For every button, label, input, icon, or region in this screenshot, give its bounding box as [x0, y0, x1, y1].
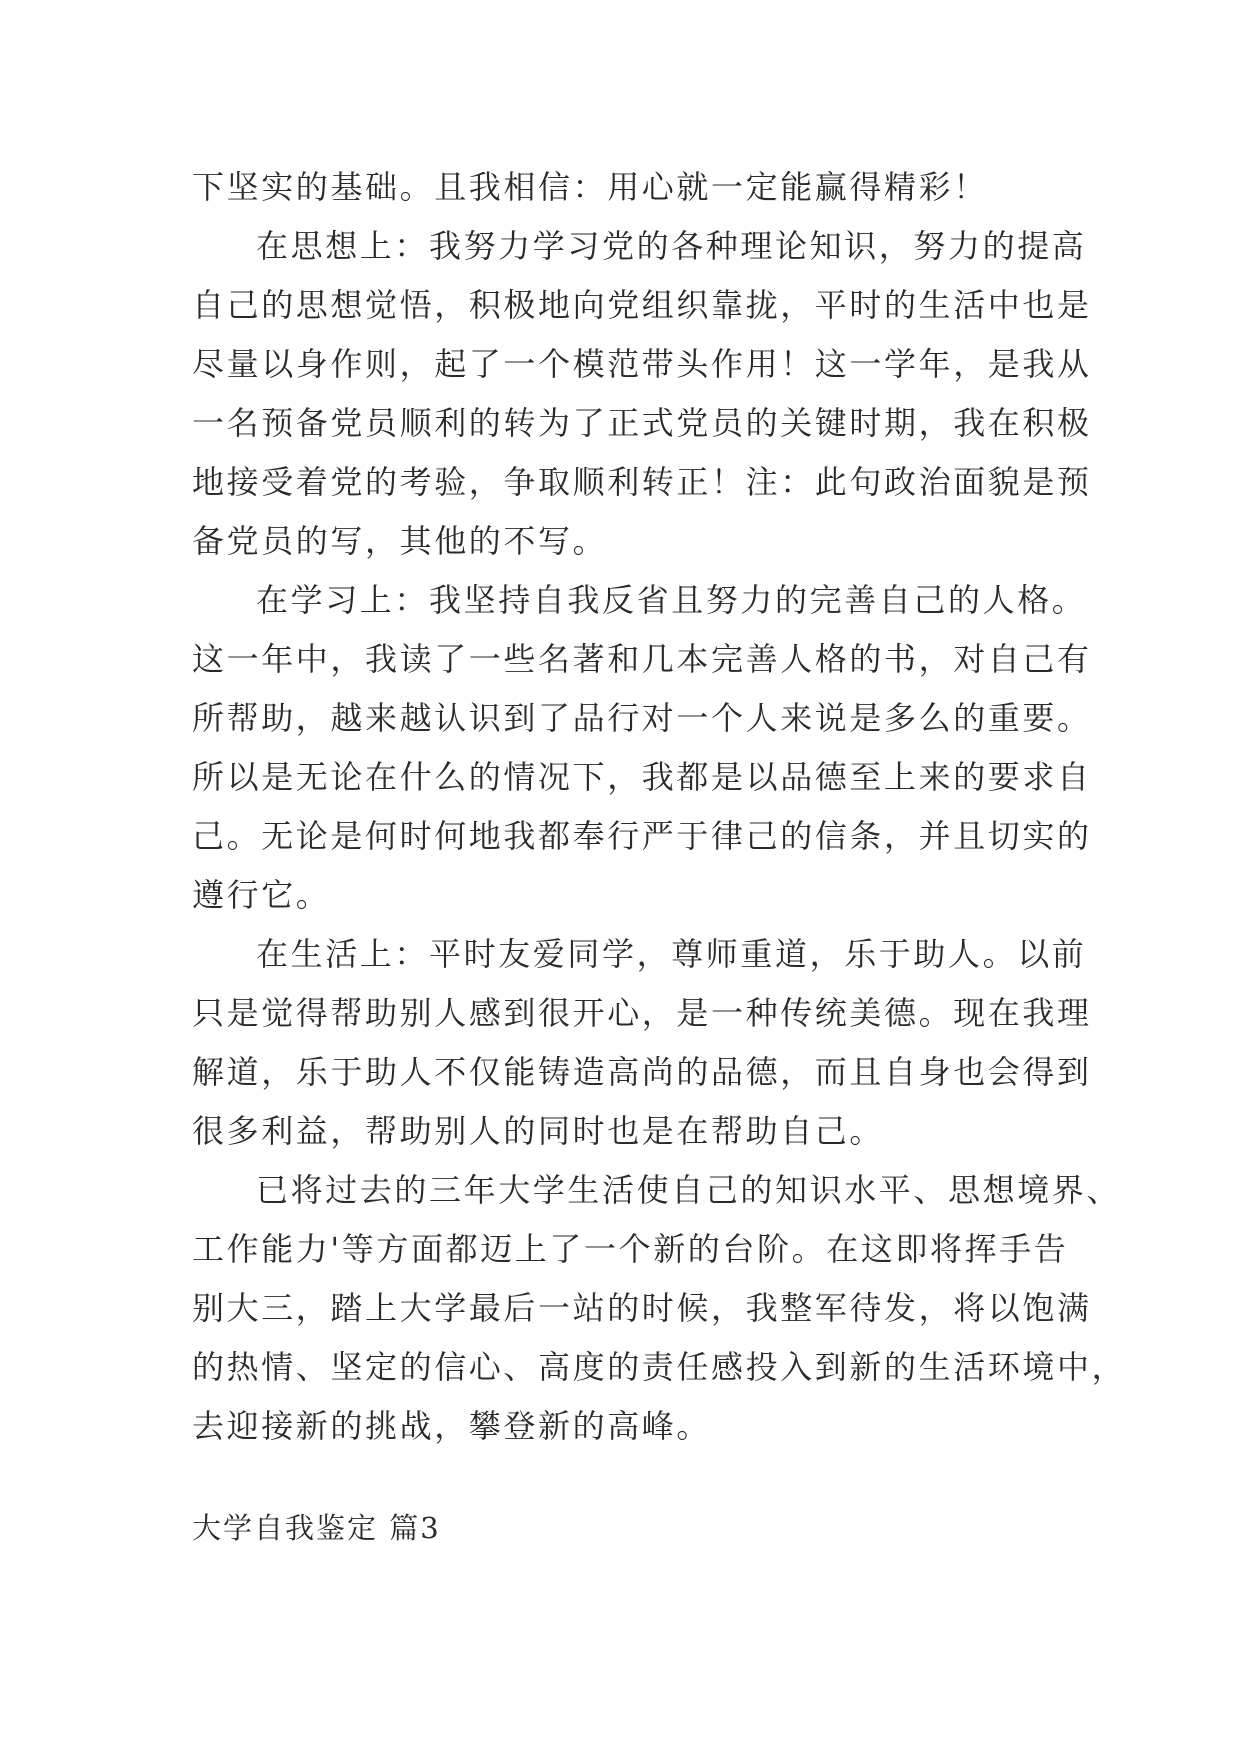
paragraph-line: 在学习上：我坚持自我反省且努力的完善自己的人格。 [256, 581, 1087, 619]
paragraph-line: 别大三，踏上大学最后一站的时候，我整军待发，将以饱满 [192, 1289, 1092, 1327]
paragraph-line: 的热情、坚定的信心、高度的责任感投入到新的生活环境中， [192, 1348, 1127, 1386]
paragraph-line: 这一年中，我读了一些名著和几本完善人格的书，对自己有 [192, 640, 1092, 678]
paragraph-line: 地接受着党的考验，争取顺利转正！注：此句政治面貌是预 [192, 463, 1092, 501]
paragraph-line: 下坚实的基础。且我相信：用心就一定能赢得精彩！ [192, 168, 988, 206]
paragraph-line: 去迎接新的挑战，攀登新的高峰。 [192, 1407, 712, 1445]
paragraph-line: 所以是无论在什么的情况下，我都是以品德至上来的要求自 [192, 758, 1092, 796]
paragraph-line: 工作能力'等方面都迈上了一个新的台阶。在这即将挥手告 [192, 1230, 1069, 1268]
paragraph-line: 在思想上：我努力学习党的各种理论知识，努力的提高 [256, 227, 1087, 265]
paragraph-line: 所帮助，越来越认识到了品行对一个人来说是多么的重要。 [192, 699, 1092, 737]
paragraph-line: 已将过去的三年大学生活使自己的知识水平、思想境界、 [256, 1171, 1122, 1209]
paragraph-line: 只是觉得帮助别人感到很开心，是一种传统美德。现在我理 [192, 994, 1092, 1032]
paragraph-line: 己。无论是何时何地我都奉行严于律己的信条，并且切实的 [192, 817, 1092, 855]
paragraph-line: 备党员的写，其他的不写。 [192, 522, 608, 560]
paragraph-line: 尽量以身作则，起了一个模范带头作用！这一学年，是我从 [192, 345, 1092, 383]
paragraph-line: 自己的思想觉悟，积极地向党组织靠拢，平时的生活中也是 [192, 286, 1092, 324]
paragraph-line: 在生活上：平时友爱同学，尊师重道，乐于助人。以前 [256, 935, 1087, 973]
paragraph-line: 一名预备党员顺利的转为了正式党员的关键时期，我在积极 [192, 404, 1092, 442]
paragraph-line: 遵行它。 [192, 876, 331, 914]
paragraph-line: 很多利益，帮助别人的同时也是在帮助自己。 [192, 1112, 885, 1150]
section-heading: 大学自我鉴定 篇3 [192, 1511, 441, 1545]
paragraph-line: 解道，乐于助人不仅能铸造高尚的品德，而且自身也会得到 [192, 1053, 1092, 1091]
